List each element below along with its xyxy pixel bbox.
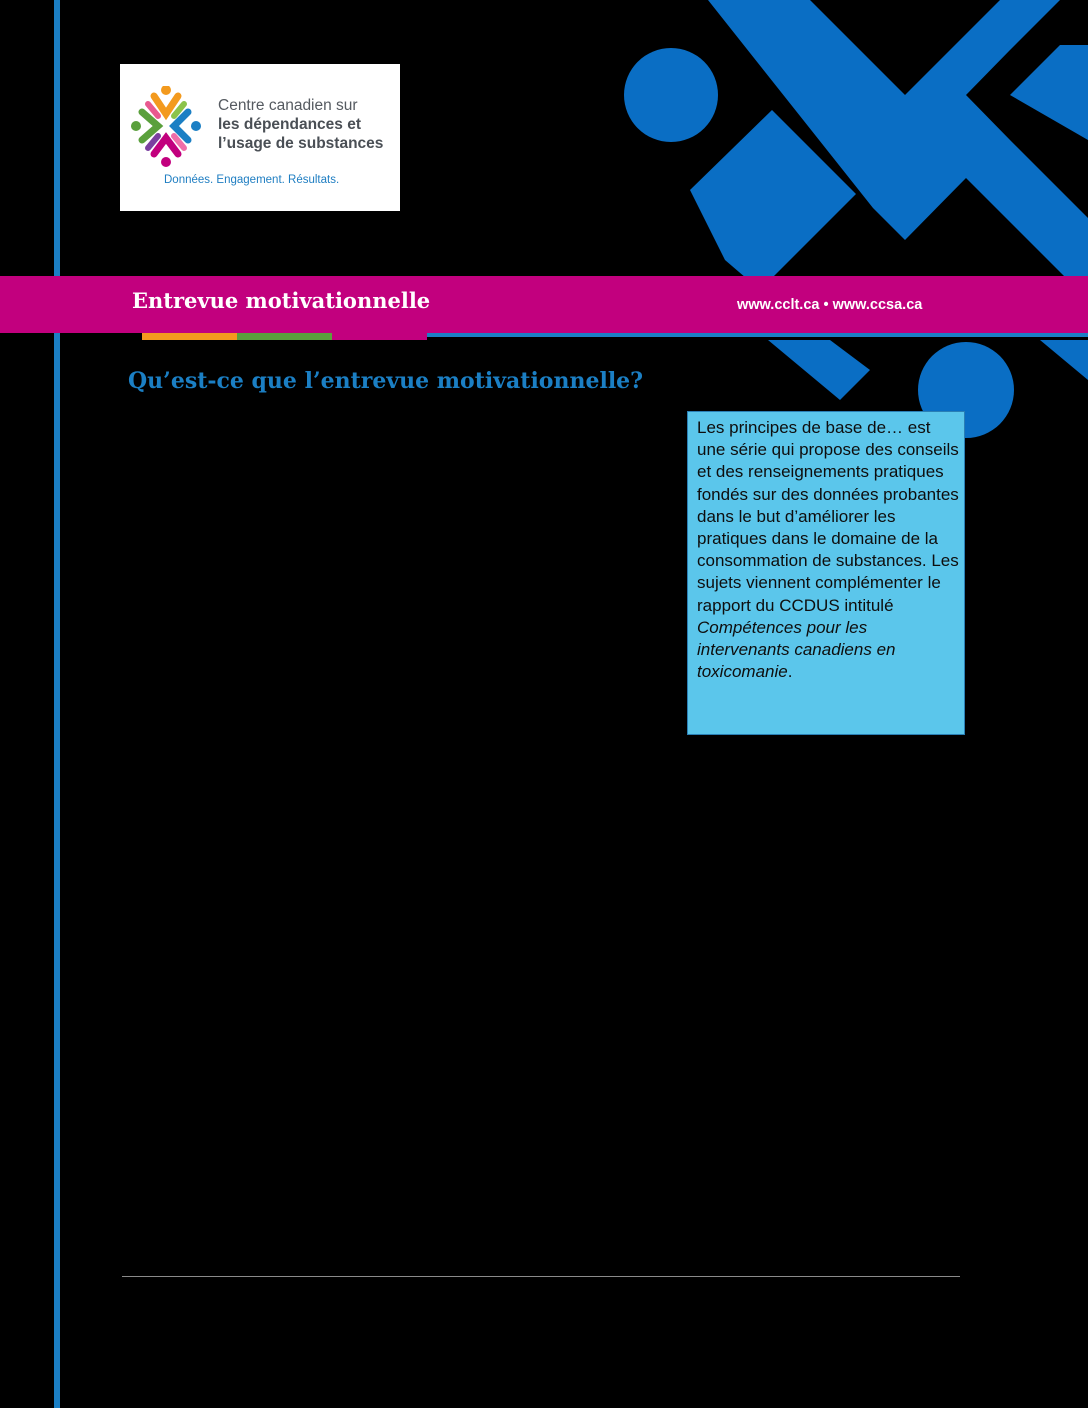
decor-chevron-right bbox=[1010, 45, 1088, 140]
logo-name-line-1: Centre canadien sur bbox=[218, 97, 358, 114]
people-circle-logo-icon bbox=[126, 86, 210, 170]
sidebar-report-title: Compétences pour les intervenants canadiens en toxicomanie bbox=[697, 617, 896, 682]
sidebar-body: est une série qui propose des conseils et des renseignements pratiques fondés sur des données probantes dans le but d’améliorer les pratiques dans le domaine de la consommation de substances. Les sujets viennent complémenter le rapport du CCDUS intitulé bbox=[697, 418, 959, 615]
page-title: Qu’est-ce que l’entrevue motivationnelle? bbox=[128, 368, 644, 394]
logo-name-line-2: les dépendances et bbox=[218, 116, 362, 133]
sidebar-lead: Les principes de base de… bbox=[697, 418, 904, 437]
logo-tagline: Données. Engagement. Résultats. bbox=[164, 174, 340, 186]
decor-band-right bbox=[1040, 340, 1088, 380]
organization-logo bbox=[120, 64, 400, 211]
decor-band-lower bbox=[768, 340, 870, 400]
color-strip-blue bbox=[427, 333, 1088, 337]
website-links[interactable]: www.cclt.ca • www.ccsa.ca bbox=[737, 297, 923, 313]
footer-divider bbox=[122, 1276, 960, 1277]
color-strip-green bbox=[237, 333, 332, 340]
color-strip-magenta bbox=[332, 333, 427, 340]
sidebar-end: . bbox=[787, 662, 793, 682]
decor-circle-top bbox=[624, 48, 718, 142]
logo-name-line-3: l’usage de substances bbox=[218, 135, 384, 152]
document-series-title: Entrevue motivationnelle bbox=[132, 288, 431, 313]
series-info-sidebar bbox=[687, 411, 965, 735]
color-strip-orange bbox=[142, 333, 237, 340]
